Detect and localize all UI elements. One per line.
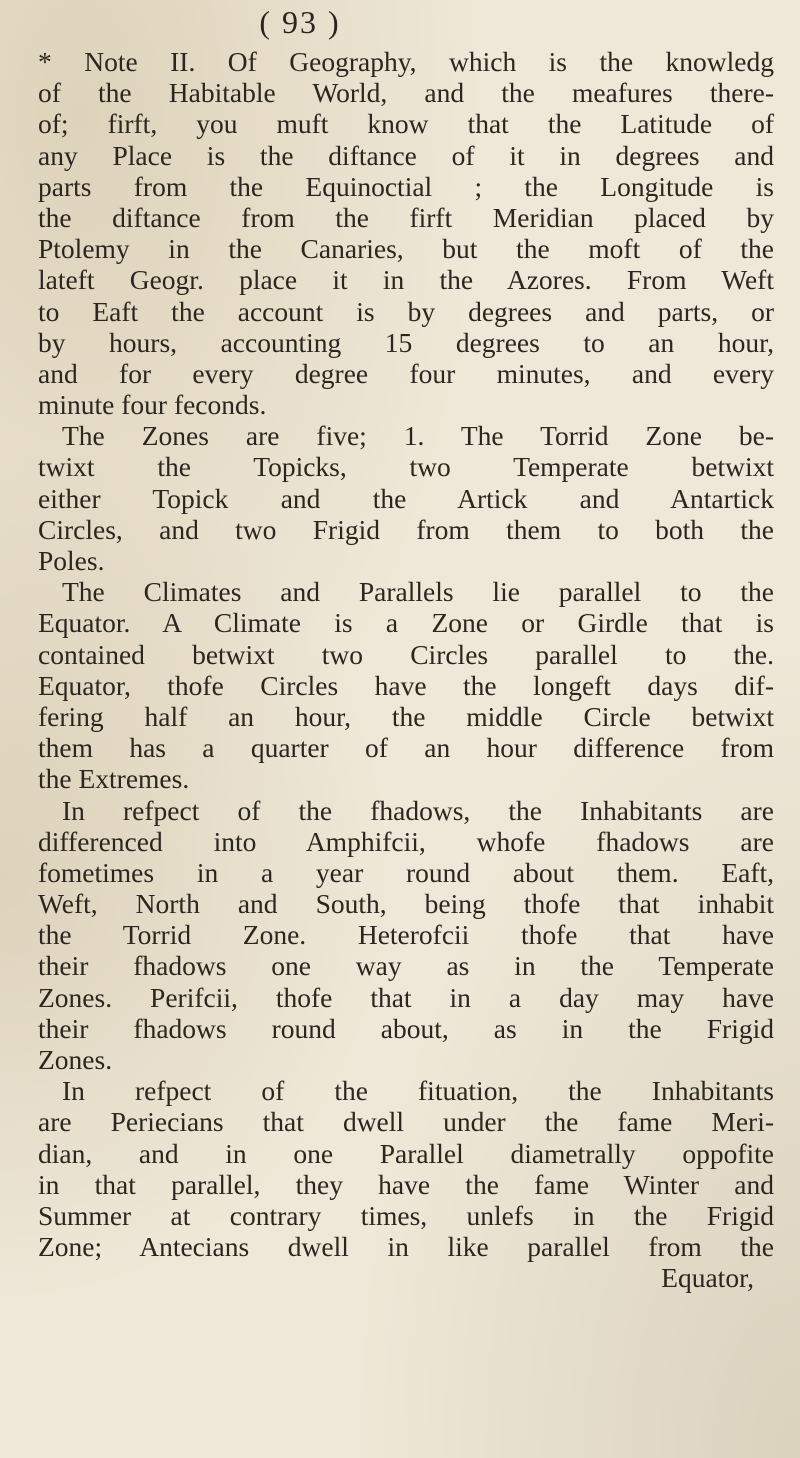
text-line: Equator, thofe Circles have the longeft days dif- [38,669,774,701]
text-line: contained betwixt two Circles parallel to the. [38,638,774,670]
text-line: by hours, accounting 15 degrees to an hour, [38,326,774,358]
catchword-line: Equator, [661,1262,754,1294]
text-line: either Topick and the Artick and Antartick [38,482,774,514]
text-line: and for every degree four minutes, and every [38,357,774,389]
text-line: of the Habitable World, and the meafures there- [38,77,774,109]
text-line: Zone; Antecians dwell in like parallel from the [38,1231,774,1263]
text-line: Zones. [38,1044,113,1075]
text-line: In refpect of the fhadows, the Inhabitants are [62,794,774,826]
text-line: The Climates and Parallels lie parallel to the [62,576,774,608]
text-line: Ptolemy in the Canaries, but the moft of the [38,233,774,265]
text-line: Zones. Perifcii, thofe that in a day may have [38,981,774,1013]
text-line: twixt the Topicks, two Temperate betwixt [38,451,774,483]
text-line: The Zones are five; 1. The Torrid Zone be- [62,420,774,452]
text-line: of; firft, you muft know that the Latitude of [38,108,774,140]
text-line: parts from the Equinoctial ; the Longitude is [38,170,774,202]
text-line: the Torrid Zone. Heterofcii thofe that have [38,919,774,951]
text-line: Poles. [38,545,105,576]
text-line: their fhadows one way as in the Temperate [38,950,774,982]
text-line: fometimes in a year round about them. Eaft, [38,856,774,888]
text-line: dian, and in one Parallel diametrally oppofite [38,1137,774,1169]
text-line: minute four feconds. [38,389,267,421]
text-line: in that parallel, they have the fame Winter and [38,1168,774,1200]
text-line: their fhadows round about, as in the Frigid [38,1012,774,1044]
text-line: them has a quarter of an hour difference from [38,732,774,764]
text-line: * Note II. Of Geography, which is the knowledg [38,46,774,77]
text-line: In refpect of the fituation, the Inhabitants [62,1075,774,1107]
text-line: differenced into Amphifcii, whofe fhadows are [38,825,774,857]
text-line: any Place is the diftance of it in degrees and [38,139,774,171]
body-text [38,46,774,1294]
text-line: Weft, North and South, being thofe that inhabit [38,888,774,920]
text-line: lateft Geogr. place it in the Azores. From Weft [38,264,774,296]
text-line: Circles, and two Frigid from them to both the [38,513,774,545]
page-number: ( 93 ) [259,4,341,40]
text-line: the diftance from the firft Meridian placed by [38,201,774,233]
text-line: fering half an hour, the middle Circle betwixt [38,700,774,732]
text-line: the Extremes. [38,763,190,795]
text-line: Summer at contrary times, unlefs in the Frigid [38,1199,774,1231]
text-line: to Eaft the account is by degrees and parts, or [38,295,774,327]
text-line: are Periecians that dwell under the fame Meri- [38,1106,774,1138]
text-line: Equator. A Climate is a Zone or Girdle that is [38,607,774,639]
